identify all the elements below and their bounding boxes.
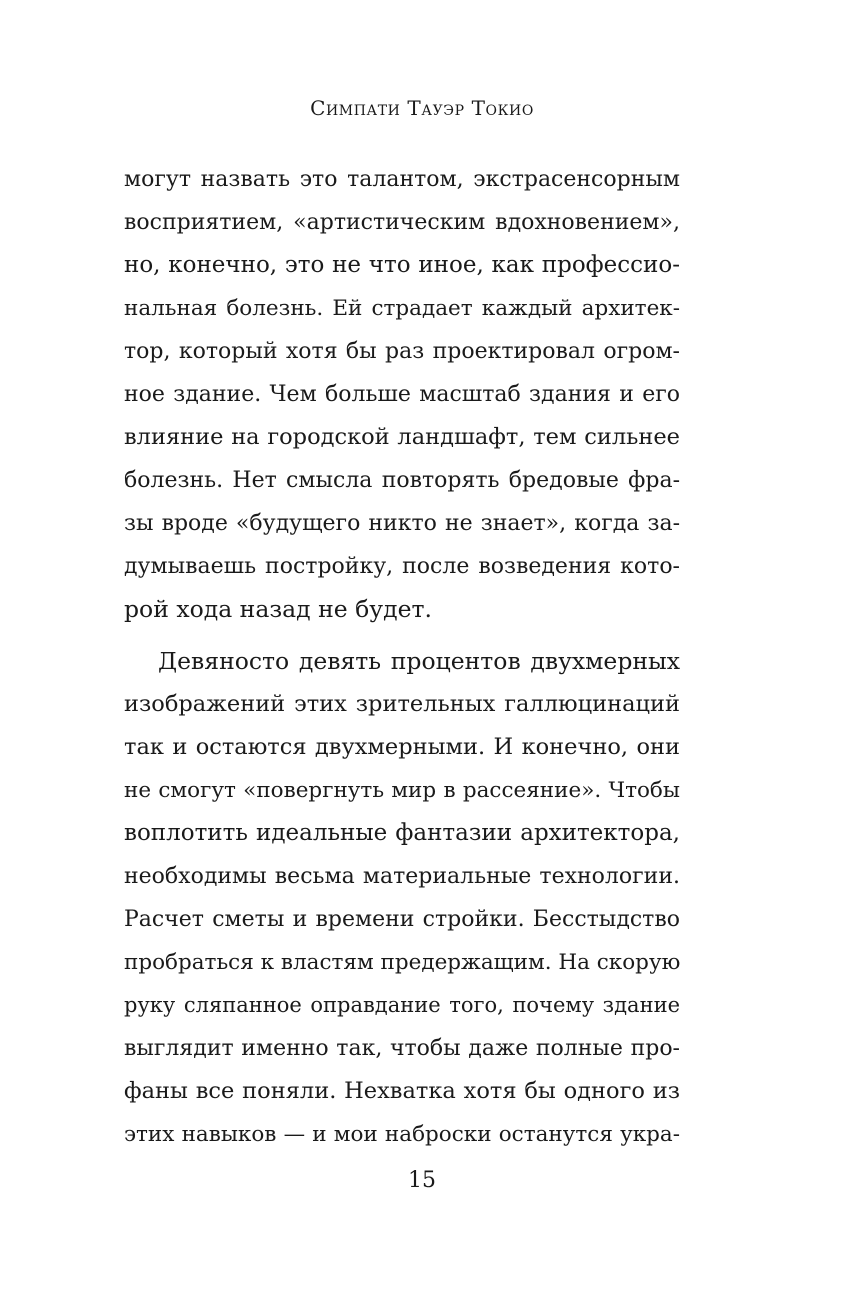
text-line: выглядит именно так, чтобы даже полные про- <box>124 1036 680 1061</box>
running-head: Симпати Тауэр Токио <box>310 96 534 120</box>
text-line: думываешь постройку, после возведения кото- <box>124 554 680 579</box>
text-line: могут назвать это талантом, экстрасенсорным <box>124 167 680 192</box>
text-line: этих навыков — и мои наброски останутся укра- <box>124 1122 680 1147</box>
text-line: но, конечно, это не что иное, как профессио- <box>124 252 680 278</box>
text-line: необходимы весьма материальные технологии. <box>124 864 680 889</box>
text-line: не смогут «повергнуть мир в рассеяние». Чтобы <box>124 778 680 803</box>
text-line: пробраться к властям предержащим. На скорую <box>124 950 681 975</box>
text-line: Расчет сметы и времени стройки. Бесстыдство <box>124 907 680 932</box>
text-line: Девяносто девять процентов двухмерных <box>158 647 680 675</box>
text-line: восприятием, «артистическим вдохновением», <box>124 210 680 235</box>
paragraph <box>124 640 680 1156</box>
text-line: зы вроде «будущего никто не знает», когда за- <box>124 511 680 536</box>
text-line: рой хода назад не будет. <box>124 595 432 623</box>
page-number: 15 <box>408 1168 436 1193</box>
text-line: нальная болезнь. Ей страдает каждый архитек- <box>124 296 680 321</box>
text-line: ное здание. Чем больше масштаб здания и его <box>124 382 680 407</box>
text-line: болезнь. Нет смысла повторять бредовые фра- <box>124 468 680 493</box>
text-line: фаны все поняли. Нехватка хотя бы одного из <box>124 1078 680 1104</box>
text-line: руку сляпанное оправдание того, почему здание <box>124 993 680 1017</box>
text-line: так и остаются двухмерными. И конечно, они <box>124 734 680 760</box>
paragraph <box>124 158 680 631</box>
body-text <box>124 158 680 1156</box>
text-line: тор, который хотя бы раз проектировал огром- <box>124 339 680 364</box>
text-line: изображений этих зрительных галлюцинаций <box>124 691 680 717</box>
text-line: воплотить идеальные фантазии архитектора, <box>124 820 680 846</box>
text-line: влияние на городской ландшафт, тем сильнее <box>124 424 680 450</box>
